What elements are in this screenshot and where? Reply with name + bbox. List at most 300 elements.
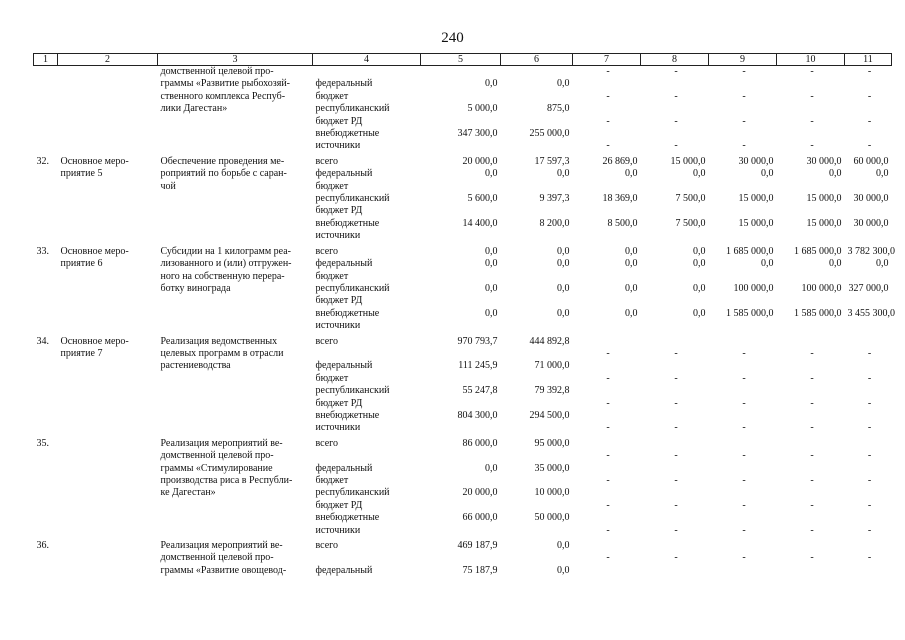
value-col6: 0,0 <box>557 168 570 180</box>
table-row <box>34 422 892 434</box>
value-col5: 20 000,0 <box>462 487 498 499</box>
value-col9: 15 000,0 <box>738 193 774 205</box>
value-col6 <box>501 320 573 332</box>
value-col5: 970 793,7 <box>457 335 498 347</box>
value-col7: - <box>606 499 610 511</box>
value-col9 <box>709 271 777 283</box>
event-name <box>158 385 313 397</box>
value-col10: - <box>810 372 814 384</box>
event-type <box>58 410 158 422</box>
table-row <box>34 435 892 450</box>
row-number <box>34 168 58 180</box>
value-col5 <box>421 271 501 283</box>
funding-source: внебюджетные <box>315 307 380 319</box>
value-col11 <box>845 78 892 90</box>
value-col6: 0,0 <box>557 258 570 270</box>
value-col10 <box>777 78 845 90</box>
value-col6: 9 397,3 <box>539 193 570 205</box>
value-col6: 875,0 <box>547 103 570 115</box>
value-col10: - <box>810 450 814 462</box>
value-col9 <box>709 333 777 348</box>
value-col6 <box>501 398 573 410</box>
value-col7: 0,0 <box>625 258 638 270</box>
event-type: приятие 5 <box>60 168 103 180</box>
row-number <box>34 410 58 422</box>
table-row <box>34 500 892 512</box>
value-col6: 10 000,0 <box>534 487 570 499</box>
value-col5: 0,0 <box>485 307 498 319</box>
value-col7 <box>573 537 641 552</box>
event-type <box>58 385 158 397</box>
funding-source: бюджет РД <box>315 499 363 511</box>
table-row <box>34 410 892 422</box>
row-number <box>34 283 58 295</box>
funding-source: внебюджетные <box>315 217 380 229</box>
value-col11: - <box>867 372 872 384</box>
value-col10 <box>777 487 845 499</box>
value-col10: 1 685 000,0 <box>794 245 842 257</box>
value-col8: 0,0 <box>693 282 706 294</box>
funding-source: бюджет <box>315 270 349 282</box>
value-col11 <box>845 385 892 397</box>
value-col8: - <box>674 499 678 511</box>
table-row <box>34 116 892 128</box>
value-col8: - <box>674 372 678 384</box>
value-col7: - <box>606 524 610 536</box>
funding-source: бюджет <box>315 372 349 384</box>
value-col7 <box>573 205 641 217</box>
value-col7: - <box>606 347 610 359</box>
value-col8: - <box>674 397 678 409</box>
event-type <box>58 500 158 512</box>
row-number: 35. <box>36 437 49 449</box>
row-number <box>34 552 58 564</box>
funding-source: федеральный <box>315 564 373 576</box>
value-col11: - <box>867 115 872 127</box>
value-col8 <box>641 360 709 372</box>
event-type <box>58 181 158 193</box>
table-row <box>34 475 892 487</box>
event-name: ного на собственную перера- <box>160 270 285 282</box>
event-type <box>58 140 158 152</box>
funding-source: республиканский <box>315 487 390 499</box>
value-col11: 60 000,0 <box>853 155 889 167</box>
value-col5 <box>421 398 501 410</box>
row-number <box>34 128 58 140</box>
column-number: 4 <box>313 54 421 66</box>
value-col10 <box>777 271 845 283</box>
value-col8 <box>641 385 709 397</box>
value-col5: 0,0 <box>485 245 498 257</box>
value-col8 <box>641 565 709 577</box>
table-row <box>34 385 892 397</box>
funding-source: всего <box>315 245 339 257</box>
value-col8: - <box>674 66 678 77</box>
value-col10: - <box>810 475 814 486</box>
value-col6 <box>501 181 573 193</box>
row-number <box>34 360 58 372</box>
value-col11: 0,0 <box>876 258 889 270</box>
value-col6 <box>501 373 573 385</box>
table-row <box>34 487 892 499</box>
row-number <box>34 66 58 79</box>
value-col9 <box>709 410 777 422</box>
row-number <box>34 348 58 360</box>
table-row <box>34 243 892 258</box>
row-number <box>34 475 58 487</box>
value-col5 <box>421 230 501 242</box>
event-name: целевых программ в отрасли <box>160 347 284 359</box>
value-col5 <box>421 450 501 462</box>
value-col10 <box>777 360 845 372</box>
event-name <box>158 398 313 410</box>
value-col5: 86 000,0 <box>462 437 498 449</box>
row-number <box>34 230 58 242</box>
value-col8: - <box>674 347 678 359</box>
value-col11: - <box>867 347 872 359</box>
value-col8: 7 500,0 <box>675 217 706 229</box>
value-col7 <box>573 333 641 348</box>
event-type <box>58 271 158 283</box>
funding-source: республиканский <box>315 193 390 205</box>
funding-source: источники <box>315 524 361 536</box>
value-col11: - <box>867 140 872 152</box>
funding-source <box>313 552 421 564</box>
value-col8 <box>641 537 709 552</box>
event-name <box>158 410 313 422</box>
column-number: 3 <box>158 54 313 66</box>
event-type <box>58 308 158 320</box>
value-col11 <box>845 565 892 577</box>
table-body <box>34 54 895 578</box>
value-col10 <box>777 410 845 422</box>
value-col8: - <box>674 524 678 536</box>
value-col6: 294 500,0 <box>529 409 570 421</box>
value-col10: - <box>810 552 814 564</box>
value-col6 <box>501 422 573 434</box>
value-col8 <box>641 103 709 115</box>
event-type <box>58 193 158 205</box>
value-col5: 0,0 <box>485 168 498 180</box>
event-type <box>58 373 158 385</box>
value-col10: 0,0 <box>829 168 842 180</box>
event-name: Субсидии на 1 килограмм реа- <box>160 245 291 257</box>
table-row <box>34 258 892 270</box>
value-col9: - <box>742 450 746 462</box>
event-name: чой <box>160 180 176 192</box>
value-col11 <box>845 295 892 307</box>
event-name: ботку винограда <box>160 282 231 294</box>
value-col10 <box>777 103 845 115</box>
value-col5: 469 187,9 <box>457 540 498 552</box>
event-type <box>58 422 158 434</box>
value-col6: 50 000,0 <box>534 512 570 524</box>
event-name <box>158 218 313 230</box>
value-col9 <box>709 128 777 140</box>
value-col6: 35 000,0 <box>534 462 570 474</box>
value-col5: 111 245,9 <box>458 360 498 372</box>
event-type <box>58 295 158 307</box>
value-col5 <box>421 295 501 307</box>
value-col6 <box>501 500 573 512</box>
table-row <box>34 348 892 360</box>
event-name: граммы «Развитие овощевод- <box>160 564 287 576</box>
value-col7: 8 500,0 <box>607 217 638 229</box>
event-type <box>58 450 158 462</box>
value-col8: - <box>674 140 678 152</box>
funding-source: внебюджетные <box>315 512 380 524</box>
value-col9: - <box>742 66 746 77</box>
event-name <box>158 500 313 512</box>
value-col8 <box>641 181 709 193</box>
value-col5: 55 247,8 <box>462 385 498 397</box>
value-col8: 0,0 <box>693 307 706 319</box>
table-row <box>34 333 892 348</box>
row-number <box>34 565 58 577</box>
funding-source: федеральный <box>315 78 373 90</box>
event-name: Реализация мероприятий ве- <box>160 540 283 552</box>
event-name: Обеспечение проведения ме- <box>160 155 285 167</box>
value-col10 <box>777 128 845 140</box>
event-type: Основное меро- <box>60 155 129 167</box>
value-col6: 0,0 <box>557 78 570 90</box>
row-number <box>34 258 58 270</box>
value-col7: 0,0 <box>625 282 638 294</box>
value-col5 <box>421 525 501 537</box>
table-row <box>34 283 892 295</box>
value-col5: 20 000,0 <box>462 155 498 167</box>
value-col5 <box>421 422 501 434</box>
value-col6 <box>501 295 573 307</box>
value-col6: 79 392,8 <box>534 385 570 397</box>
event-type <box>58 91 158 103</box>
row-number <box>34 78 58 90</box>
column-number-row <box>34 54 892 66</box>
table-row <box>34 565 892 577</box>
event-name: Реализация мероприятий ве- <box>160 437 283 449</box>
value-col11: - <box>867 524 872 536</box>
value-col7: - <box>606 140 610 152</box>
value-col5 <box>421 140 501 152</box>
value-col8 <box>641 78 709 90</box>
value-col7 <box>573 103 641 115</box>
funding-source: всего <box>315 335 339 347</box>
value-col10: - <box>810 115 814 127</box>
value-col6 <box>501 450 573 462</box>
row-number <box>34 487 58 499</box>
value-col11: 3 782 300,0 <box>847 245 895 257</box>
value-col8: 15 000,0 <box>670 155 706 167</box>
value-col11 <box>845 410 892 422</box>
table-row <box>34 78 892 90</box>
table-row <box>34 168 892 180</box>
value-col9: 1 685 000,0 <box>726 245 774 257</box>
value-col7: 0,0 <box>625 307 638 319</box>
value-col11 <box>845 103 892 115</box>
value-col10: - <box>810 422 814 434</box>
value-col9: 15 000,0 <box>738 217 774 229</box>
value-col9 <box>709 181 777 193</box>
table-row <box>34 512 892 524</box>
event-name <box>158 320 313 332</box>
value-col10: - <box>810 499 814 511</box>
event-name: ственного комплекса Респуб- <box>160 90 286 102</box>
event-name <box>158 308 313 320</box>
value-col10: 15 000,0 <box>806 217 842 229</box>
value-col9 <box>709 360 777 372</box>
value-col9 <box>709 230 777 242</box>
event-type <box>58 565 158 577</box>
event-type <box>58 103 158 115</box>
value-col9: - <box>742 372 746 384</box>
value-col8 <box>641 333 709 348</box>
value-col8: - <box>674 90 678 102</box>
value-col9 <box>709 320 777 332</box>
value-col9 <box>709 463 777 475</box>
value-col7: 26 869,0 <box>602 155 638 167</box>
value-col11 <box>845 320 892 332</box>
value-col9: - <box>742 552 746 564</box>
value-col7: - <box>606 66 610 77</box>
event-type <box>58 475 158 487</box>
value-col8: 0,0 <box>693 258 706 270</box>
value-col5 <box>421 66 501 79</box>
value-col11 <box>845 181 892 193</box>
value-col7 <box>573 78 641 90</box>
event-type: Основное меро- <box>60 335 129 347</box>
value-col7 <box>573 295 641 307</box>
table-row <box>34 218 892 230</box>
value-col10 <box>777 320 845 332</box>
value-col11: 3 455 300,0 <box>847 307 895 319</box>
value-col8 <box>641 271 709 283</box>
funding-source: федеральный <box>315 258 373 270</box>
event-type <box>58 320 158 332</box>
table-row <box>34 360 892 372</box>
value-col11 <box>845 512 892 524</box>
table-row <box>34 308 892 320</box>
value-col7: 18 369,0 <box>602 193 638 205</box>
value-col6 <box>501 91 573 103</box>
value-col10: 100 000,0 <box>801 282 842 294</box>
value-col11 <box>845 487 892 499</box>
row-number <box>34 512 58 524</box>
value-col8 <box>641 320 709 332</box>
value-col11 <box>845 333 892 348</box>
value-col5: 0,0 <box>485 282 498 294</box>
value-col10: - <box>810 66 814 77</box>
event-name <box>158 230 313 242</box>
funding-source: внебюджетные <box>315 128 380 140</box>
value-col11: - <box>867 422 872 434</box>
value-col5: 5 600,0 <box>467 193 498 205</box>
value-col11 <box>845 537 892 552</box>
row-number <box>34 295 58 307</box>
funding-source: бюджет РД <box>315 115 363 127</box>
value-col5: 804 300,0 <box>457 409 498 421</box>
event-name: роприятий по борьбе с саран- <box>160 168 287 180</box>
funding-source <box>313 450 421 462</box>
funding-source: республиканский <box>315 282 390 294</box>
event-type <box>58 116 158 128</box>
value-col6 <box>501 116 573 128</box>
row-number <box>34 193 58 205</box>
event-name: производства риса в Республи- <box>160 475 293 486</box>
value-col8 <box>641 128 709 140</box>
value-col11 <box>845 360 892 372</box>
value-col8: - <box>674 115 678 127</box>
funding-source: всего <box>315 540 339 552</box>
row-number <box>34 91 58 103</box>
value-col10: 15 000,0 <box>806 193 842 205</box>
value-col7 <box>573 487 641 499</box>
value-col5 <box>421 181 501 193</box>
value-col8 <box>641 487 709 499</box>
value-col6: 255 000,0 <box>529 128 570 140</box>
value-col11: 327 000,0 <box>848 282 889 294</box>
value-col9 <box>709 435 777 450</box>
value-col9: - <box>742 347 746 359</box>
value-col9: 0,0 <box>761 168 774 180</box>
value-col11 <box>845 463 892 475</box>
event-type <box>58 230 158 242</box>
value-col5 <box>421 348 501 360</box>
table-row <box>34 463 892 475</box>
value-col7 <box>573 128 641 140</box>
value-col9: 0,0 <box>761 258 774 270</box>
value-col6: 0,0 <box>557 540 570 552</box>
event-type <box>58 78 158 90</box>
event-type <box>58 128 158 140</box>
value-col9 <box>709 565 777 577</box>
row-number <box>34 500 58 512</box>
row-number: 33. <box>36 245 49 257</box>
table-row <box>34 153 892 168</box>
value-col11: 30 000,0 <box>853 193 889 205</box>
value-col8: 0,0 <box>693 168 706 180</box>
table-row <box>34 205 892 217</box>
column-number: 8 <box>641 54 709 66</box>
value-col8 <box>641 230 709 242</box>
value-col11: 30 000,0 <box>853 217 889 229</box>
value-col5 <box>421 373 501 385</box>
event-type <box>58 205 158 217</box>
row-number: 34. <box>36 335 49 347</box>
column-number: 6 <box>501 54 573 66</box>
value-col10 <box>777 385 845 397</box>
event-name: ке Дагестан» <box>160 487 216 499</box>
row-number <box>34 205 58 217</box>
value-col9: 1 585 000,0 <box>726 307 774 319</box>
funding-source: источники <box>315 320 361 332</box>
event-name: граммы «Стимулирование <box>160 462 273 474</box>
value-col7: - <box>606 397 610 409</box>
value-col6 <box>501 230 573 242</box>
funding-source: республиканский <box>315 385 390 397</box>
row-number <box>34 450 58 462</box>
value-col8 <box>641 295 709 307</box>
value-col5: 0,0 <box>485 462 498 474</box>
value-col5 <box>421 205 501 217</box>
funding-source <box>313 66 421 79</box>
value-col7 <box>573 512 641 524</box>
row-number <box>34 320 58 332</box>
row-number <box>34 525 58 537</box>
value-col5: 75 187,9 <box>462 564 498 576</box>
value-col5: 0,0 <box>485 78 498 90</box>
value-col7 <box>573 385 641 397</box>
table-row <box>34 230 892 242</box>
